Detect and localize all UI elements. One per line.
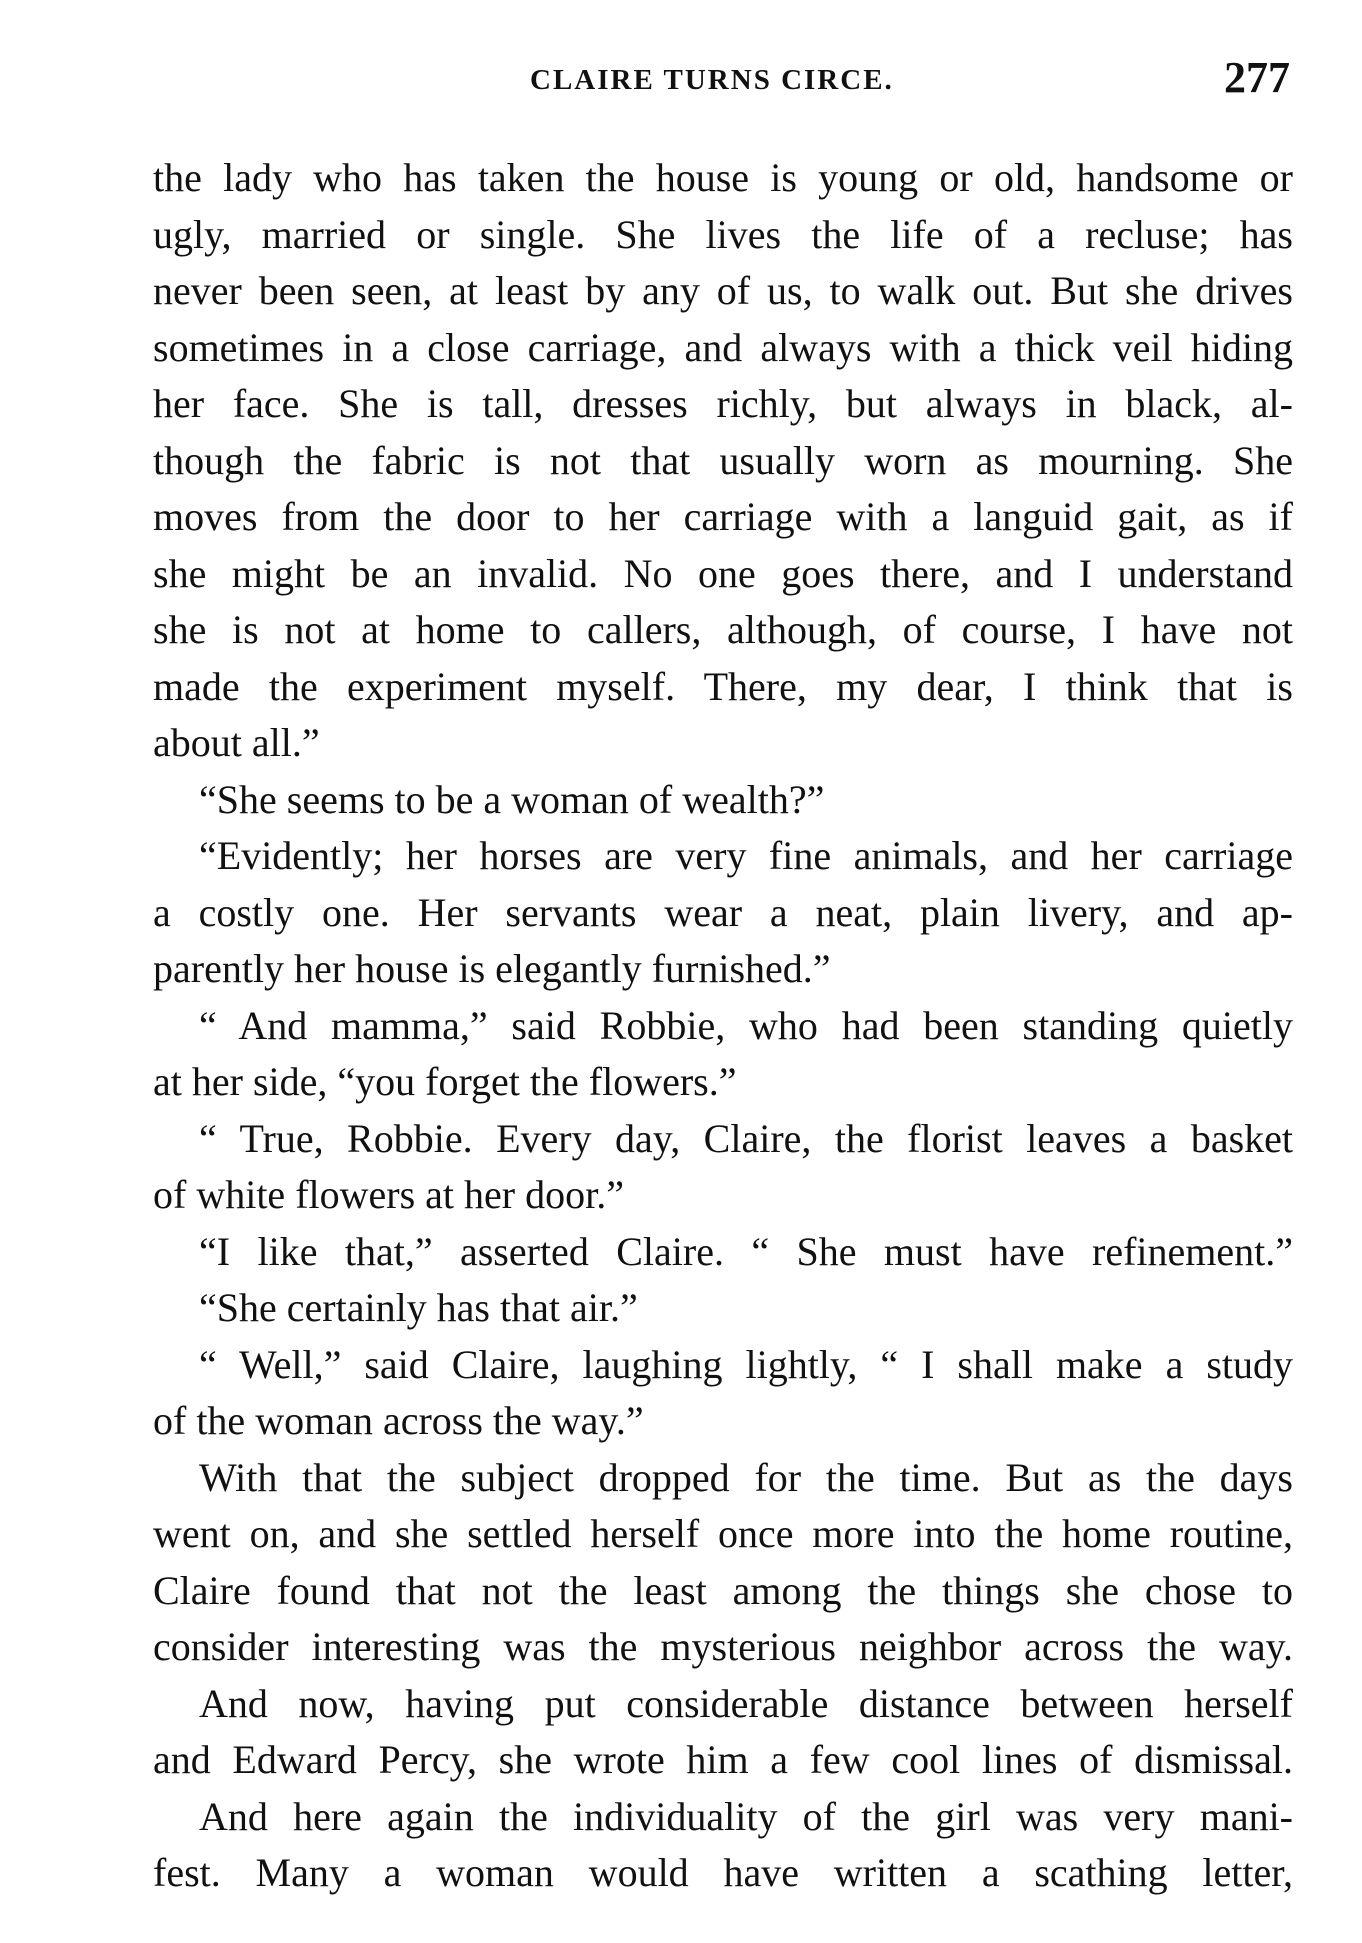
text-line: Claire found that not the least among the things she chose to <box>153 1567 1293 1613</box>
text-line: ugly, married or single. She lives the life of a recluse; has <box>153 211 1293 257</box>
text-line: of the woman across the way.” <box>153 1398 644 1443</box>
text-line: “She certainly has that air.” <box>199 1285 638 1330</box>
text-line: “Evidently; her horses are very fine animals, and her carriage <box>199 833 1293 878</box>
text-line: she is not at home to callers, although, of course, I have not <box>153 607 1293 652</box>
text-line: sometimes in a close carriage, and always with a thick veil hiding <box>153 324 1293 370</box>
text-line: at her side, “you forget the flowers.” <box>153 1059 737 1104</box>
text-line: “I like that,” asserted Claire. “ She must have refinement.” <box>199 1228 1293 1274</box>
running-head <box>150 52 1290 112</box>
text-line: a costly one. Her servants wear a neat, plain livery, and ap- <box>153 889 1293 935</box>
text-line: “ And mamma,” said Robbie, who had been standing quietly <box>199 1002 1293 1048</box>
text-line: “She seems to be a woman of wealth?” <box>199 776 825 822</box>
text-line: went on, and she settled herself once more into the home routine, <box>153 1511 1293 1556</box>
text-line: With that the subject dropped for the time. But as the days <box>199 1454 1293 1500</box>
page-number: 277 <box>1224 53 1290 102</box>
body-text <box>153 150 1293 1902</box>
text-line: fest. Many a woman would have written a scathing letter, <box>153 1850 1293 1895</box>
text-line: of white flowers at her door.” <box>153 1172 624 1217</box>
text-line: And now, having put considerable distance between herself <box>199 1680 1293 1726</box>
running-title: CLAIRE TURNS CIRCE. <box>530 64 894 96</box>
text-line: moves from the door to her carriage with a languid gait, as if <box>153 494 1293 539</box>
text-line: and Edward Percy, she wrote him a few cool lines of dismissal. <box>153 1737 1293 1782</box>
text-line: about all.” <box>153 720 320 765</box>
text-line: parently her house is elegantly furnished.” <box>153 946 831 991</box>
text-line: she might be an invalid. No one goes there, and I understand <box>153 550 1293 596</box>
text-line: made the experiment myself. There, my dear, I think that is <box>153 663 1293 709</box>
text-line: “ True, Robbie. Every day, Claire, the florist leaves a basket <box>199 1115 1293 1161</box>
text-line: “ Well,” said Claire, laughing lightly, “ I shall make a study <box>199 1341 1293 1387</box>
text-line: And here again the individuality of the girl was very mani- <box>199 1793 1293 1839</box>
text-line: never been seen, at least by any of us, to walk out. But she drives <box>153 268 1293 313</box>
text-line: though the fabric is not that usually worn as mourning. She <box>153 437 1293 483</box>
text-line: her face. She is tall, dresses richly, but always in black, al- <box>153 381 1293 426</box>
text-line: consider interesting was the mysterious neighbor across the way. <box>153 1624 1293 1669</box>
text-line: the lady who has taken the house is young or old, handsome or <box>153 155 1293 200</box>
